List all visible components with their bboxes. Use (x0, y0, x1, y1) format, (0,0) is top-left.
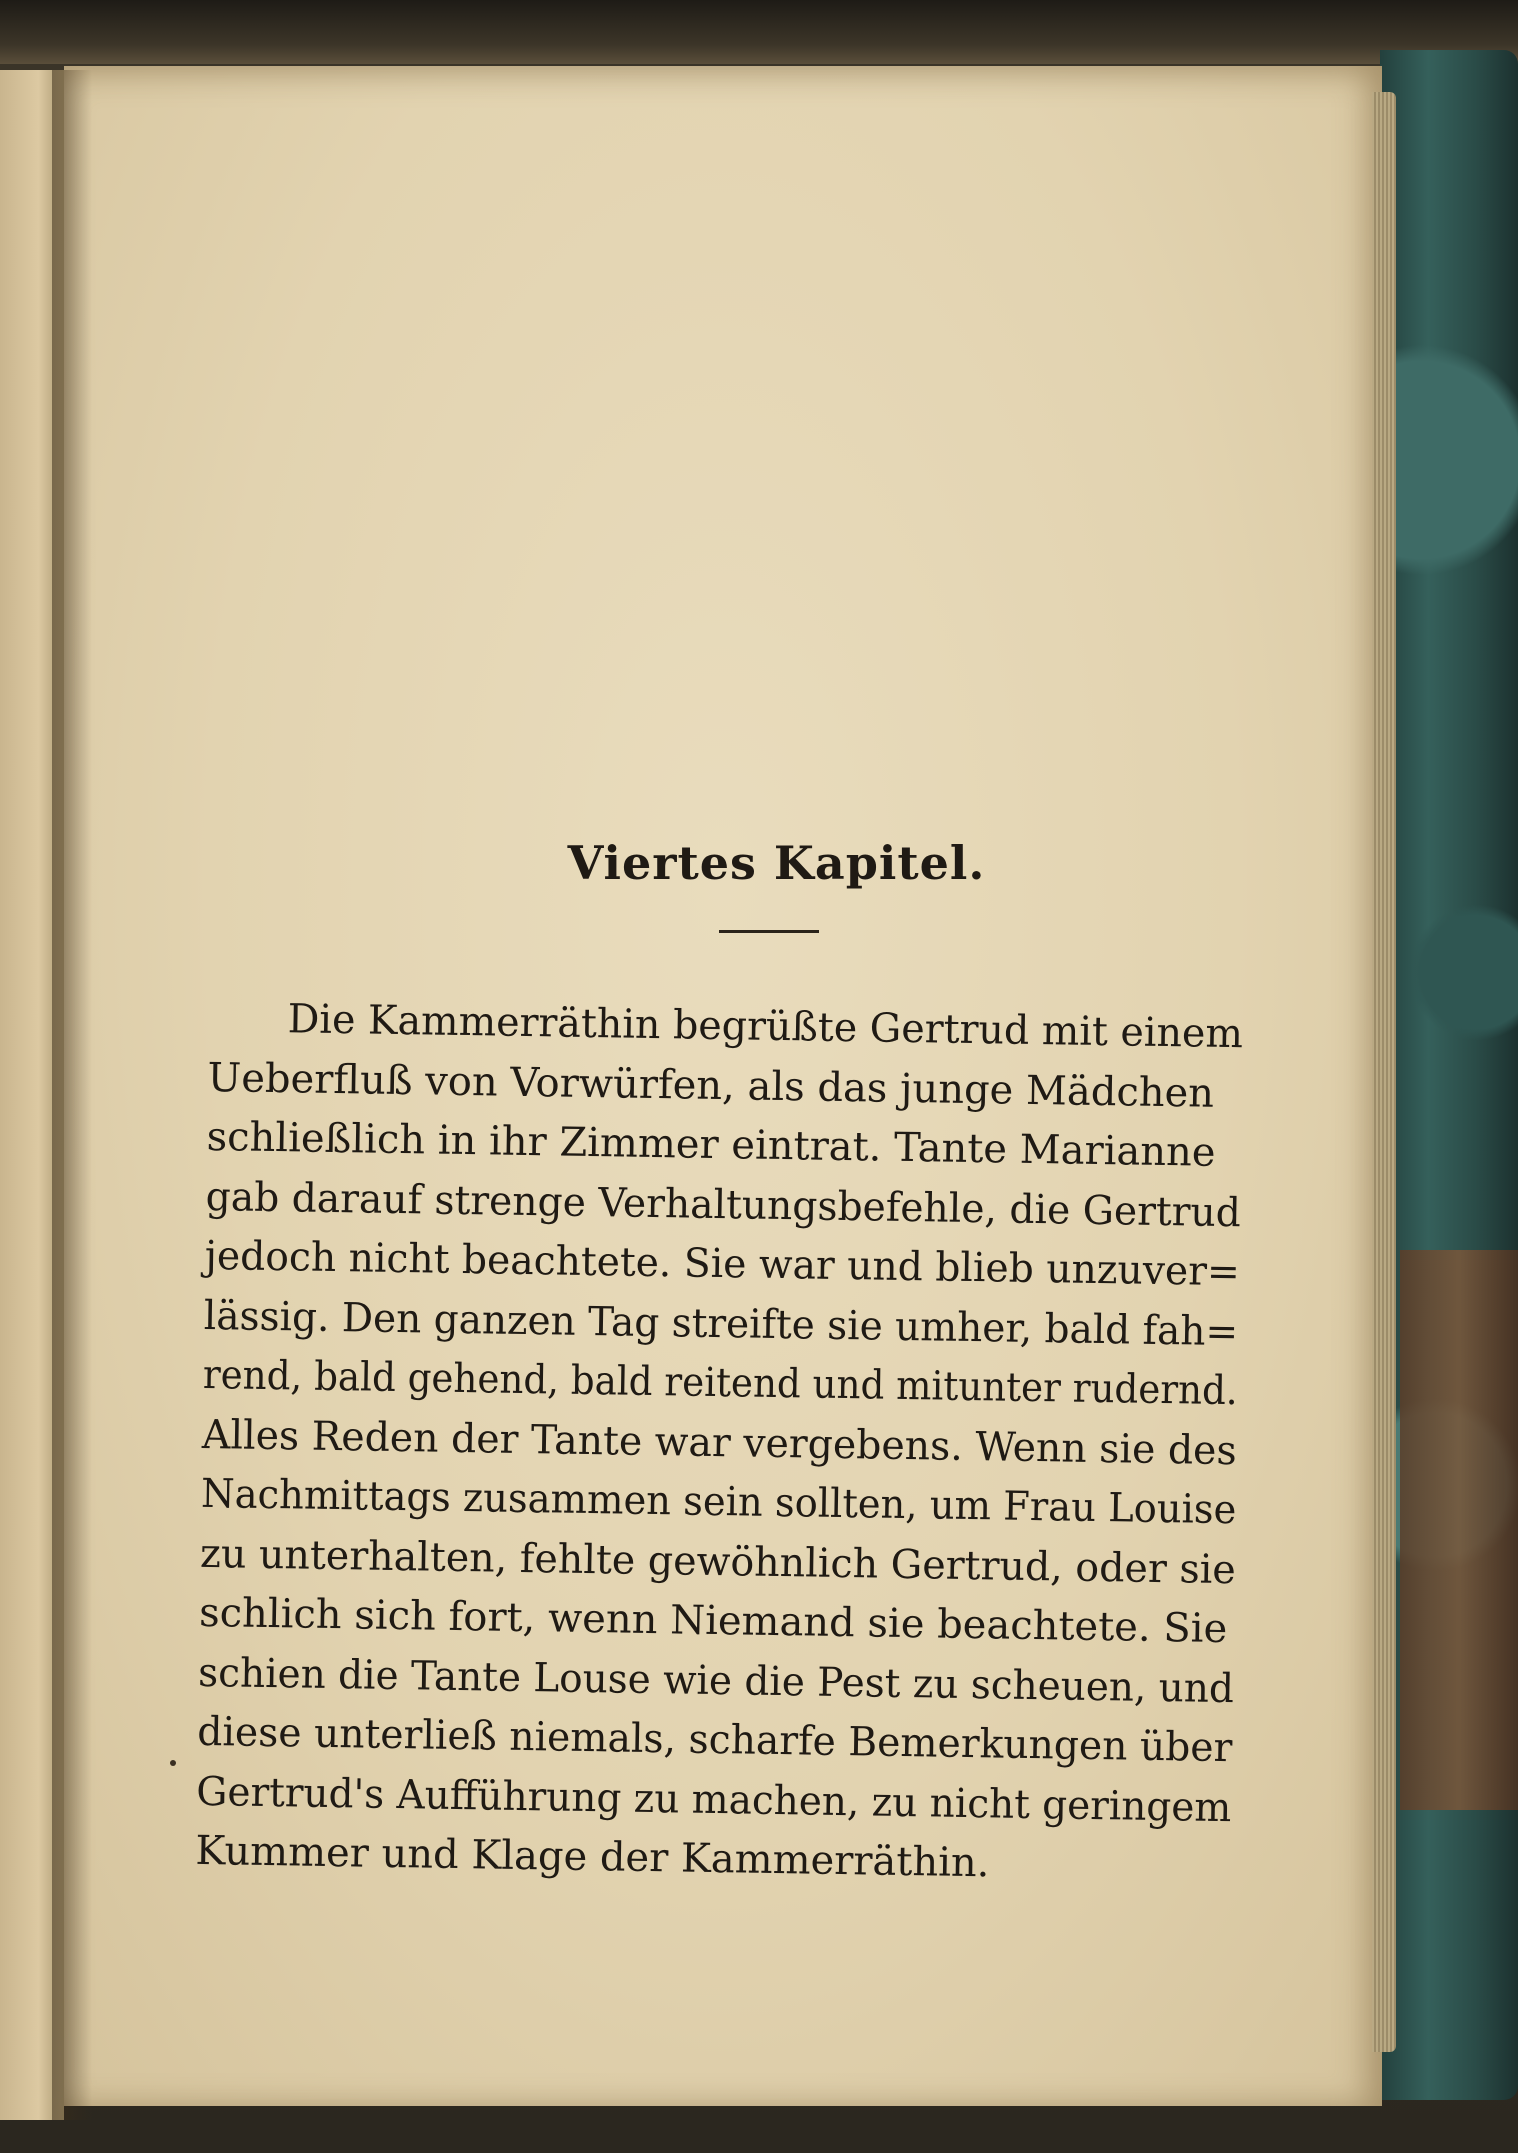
title-rule (719, 930, 819, 933)
book-top-edge (0, 0, 1518, 64)
page-content (195, 766, 1244, 1887)
paper-speck (170, 1760, 176, 1766)
text-line: Nachmittags zusammen sein sollten, um Frau Louise (200, 1470, 1237, 1534)
text-line: Gertrud's Aufführung zu machen, zu nicht geringem (196, 1768, 1232, 1831)
text-line: Ueberfluß von Vorwürfen, als das junge Mädchen (207, 1054, 1215, 1117)
book-page (64, 66, 1382, 2106)
text-line: jedoch nicht beachtete. Sie war und blieb unzuver= (204, 1232, 1241, 1296)
text-line: Kummer und Klage der Kammerräthin. (195, 1827, 990, 1887)
text-line: rend, bald gehend, bald reitend und mitunter rudernd. (202, 1351, 1239, 1415)
text-line: schlich sich fort, wenn Niemand sie beachtete. Sie (198, 1589, 1228, 1653)
text-line: Alles Reden der Tante war vergebens. Wenn sie des (201, 1411, 1238, 1474)
text-line: diese unterließ niemals, scharfe Bemerkungen über (196, 1708, 1233, 1772)
book-cover-leather-patch (1400, 1250, 1518, 1810)
text-line: Die Kammerräthin begrüßte Gertrud mit einem (287, 996, 1244, 1058)
body-paragraph (195, 989, 1244, 1898)
text-line: gab darauf strenge Verhaltungsbefehle, die Gertrud (205, 1173, 1242, 1236)
text-line: zu unterhalten, fehlte gewöhnlich Gertrud, oder sie (199, 1530, 1237, 1593)
text-line: schließlich in ihr Zimmer eintrat. Tante Marianne (206, 1113, 1216, 1176)
text-line: schien die Tante Louse wie die Pest zu scheuen, und (197, 1649, 1235, 1712)
page-block-edges (1372, 92, 1396, 2052)
chapter-title: Viertes Kapitel. (567, 836, 986, 890)
text-line: lässig. Den ganzen Tag streifte sie umher, bald fah= (203, 1292, 1239, 1355)
page-gutter-shadow (52, 70, 92, 2120)
